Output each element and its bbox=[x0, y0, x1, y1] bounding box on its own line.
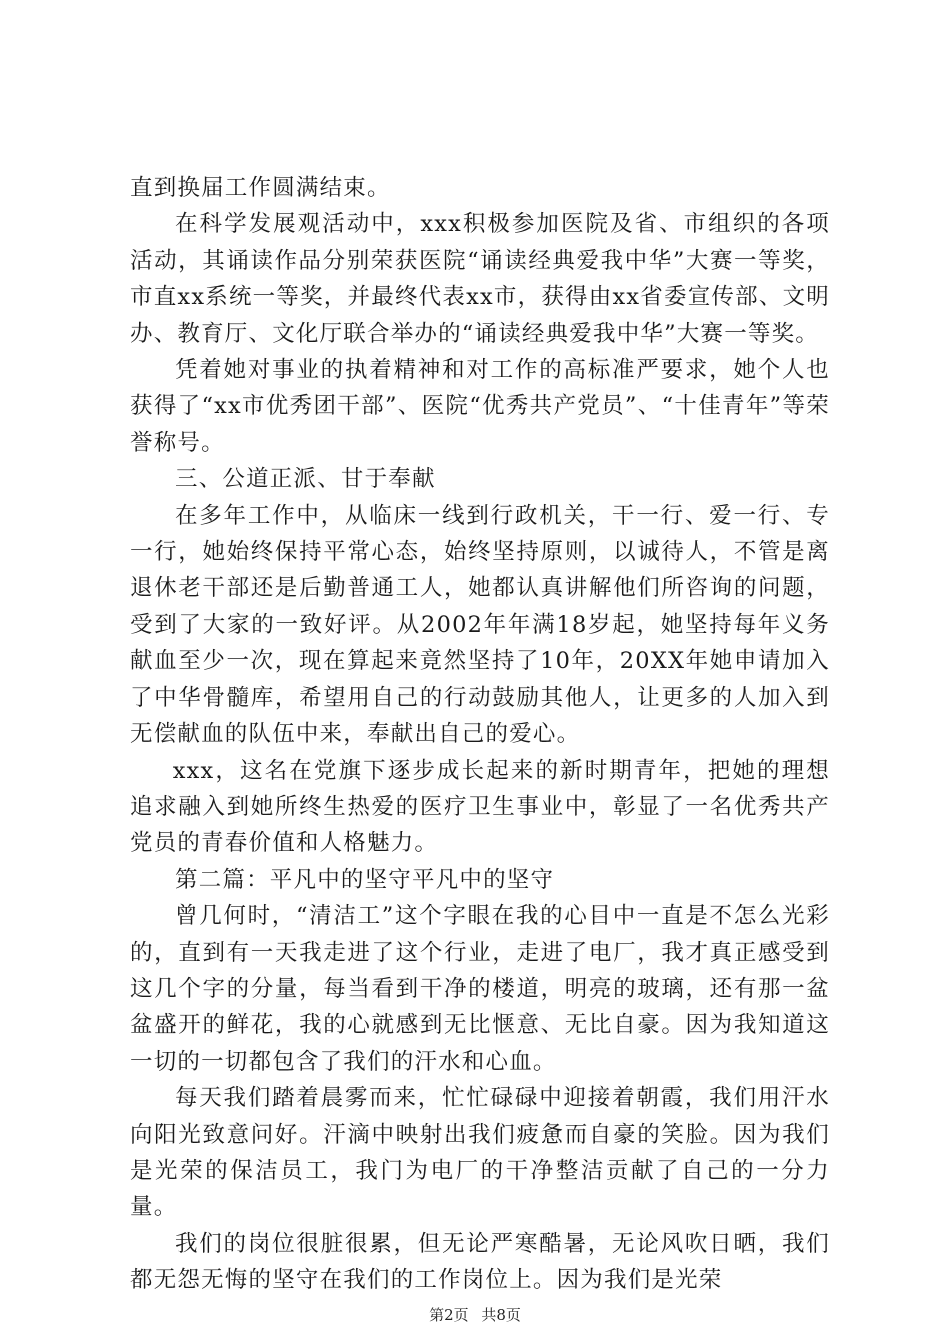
chapter-heading-second: 第二篇：平凡中的坚守平凡中的坚守 bbox=[175, 866, 555, 893]
page-footer bbox=[0, 1304, 950, 1325]
paragraph-cleaner-intro: 曾几何时，“清洁工”这个字眼在我的心目中一直是不怎么光彩的，直到有一天我走进了这个行业，走进了电厂，我才真正感受到这几个字的分量，每当看到干净的楼道，明亮的玻璃，还有那一盆盆盛开的鲜花，我的心就感到无比惬意、无比自豪。因为我知道这一切的一切都包含了我们的汗水和心血。 bbox=[130, 903, 830, 1075]
page-number: 第2页 bbox=[429, 1306, 469, 1324]
page-total: 共8页 bbox=[481, 1306, 521, 1324]
document-body bbox=[130, 170, 830, 1299]
paragraph-summary: xxx，这名在党旗下逐步成长起来的新时期青年，把她的理想追求融入到她所终生热爱的医疗卫生事业中，彰显了一名优秀共产党员的青春价值和人格魅力。 bbox=[130, 757, 830, 857]
paragraph-recitation-awards: 在科学发展观活动中，xxx积极参加医院及省、市组织的各项活动，其诵读作品分别荣获医院“诵读经典爱我中华”大赛一等奖，市直xx系统一等奖，并最终代表xx市，获得由xx省委宣传部、文明办、教育厅、文化厅联合举办的“诵读经典爱我中华”大赛一等奖。 bbox=[130, 211, 830, 347]
section-heading-fair-dedicated: 三、公道正派、甘于奉献 bbox=[175, 466, 436, 493]
paragraph-post-duty: 我们的岗位很脏很累，但无论严寒酷暑，无论风吹日晒，我们都无怨无悔的坚守在我们的工作岗位上。因为我们是光荣 bbox=[130, 1230, 830, 1294]
paragraph-morning-work: 每天我们踏着晨雾而来，忙忙碌碌中迎接着朝霞，我们用汗水向阳光致意问好。汗滴中映射出我们疲惫而自豪的笑脸。因为我们是光荣的保洁员工，我门为电厂的干净整洁贡献了自己的一分力量。 bbox=[130, 1085, 830, 1221]
paragraph-continuation: 直到换届工作圆满结束。 bbox=[130, 175, 391, 201]
paragraph-blood-donation: 在多年工作中，从临床一线到行政机关，干一行、爱一行、专一行，她始终保持平常心态，始终坚持原则，以诚待人，不管是离退休老干部还是后勤普通工人，她都认真讲解他们所咨询的问题，受到了大家的一致好评。从2002年年满18岁起，她坚持每年义务献血至少一次，现在算起来竟然坚持了10年，20XX年她申请加入了中华骨髓库，希望用自己的行动鼓励其他人，让更多的人加入到无偿献血的队伍中来，奉献出自己的爱心。 bbox=[130, 502, 830, 748]
paragraph-honors: 凭着她对事业的执着精神和对工作的高标准严要求，她个人也获得了“xx市优秀团干部”、医院“优秀共产党员”、“十佳青年”等荣誉称号。 bbox=[130, 357, 830, 456]
